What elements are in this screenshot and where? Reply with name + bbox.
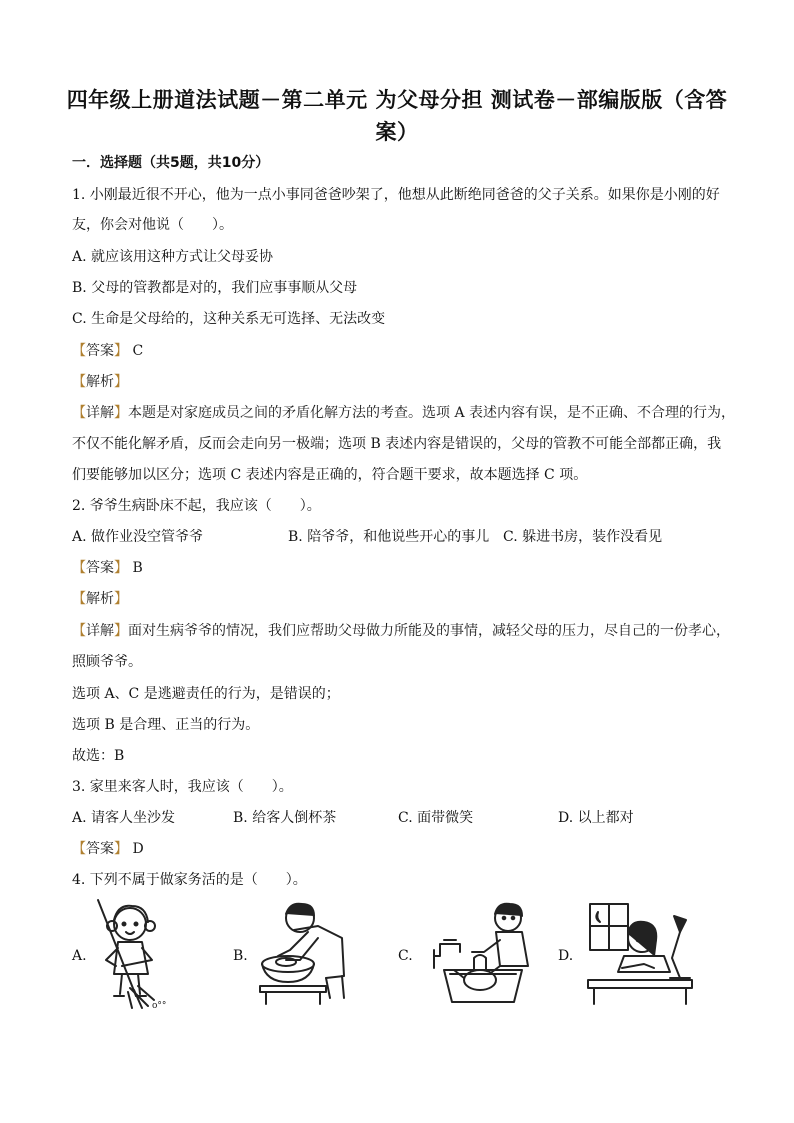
document-title-line2: 案）: [375, 120, 419, 144]
q2-stem: 2. 爷爷生病卧床不起，我应该（ ）。: [72, 498, 321, 514]
q2-note1: 选项 A、C 是逃避责任的行为，是错误的；: [72, 686, 340, 702]
q3-option-a: A. 请客人坐沙发: [72, 810, 176, 826]
q1-detail-line3: 们要能够加以区分；选项 C 表述内容是正确的，符合题干要求，故本题选择 C 项。: [72, 467, 588, 483]
q3-option-b: B. 给客人倒杯茶: [233, 810, 337, 826]
q1-detail-line1: 【详解】本题是对家庭成员之间的矛盾化解方法的考查。选项 A 表述内容有误，是不正确、不合理的行为，: [72, 405, 736, 421]
q1-answer: 【答案】 C: [72, 343, 144, 359]
q1-detail-line2: 不仅不能化解矛盾，反而会走向另一极端；选项 B 表述内容是错误的，父母的管教不可能全部都正确，我: [72, 436, 722, 452]
q1-option-c: C. 生命是父母给的，这种关系无可选择、无法改变: [72, 311, 386, 327]
girl-sweeping-illustration: [92, 896, 172, 1012]
boy-sink-kettle-illustration: [430, 896, 534, 1006]
q1-option-b: B. 父母的管教都是对的，我们应事事顺从父母: [72, 280, 358, 296]
q2-option-b: B. 陪爷爷，和他说些开心的事儿: [288, 529, 490, 545]
q4-label-c: C.: [398, 948, 413, 964]
q1-analysis-tag: 【解析】: [72, 374, 128, 390]
q1-option-a: A. 就应该用这种方式让父母妥协: [72, 249, 274, 265]
q2-detail-line1: 【详解】面对生病爷爷的情况，我们应帮助父母做力所能及的事情，减轻父母的压力，尽自己的一份孝心，: [72, 623, 730, 639]
q1-stem-line1: 1. 小刚最近很不开心，他为一点小事同爸爸吵架了，他想从此断绝同爸爸的父子关系。如果你是小刚的好: [72, 187, 720, 203]
girl-homework-desk-illustration: [584, 898, 696, 1008]
q2-option-c: C. 躲进书房，装作没看见: [503, 529, 663, 545]
q1-stem-line2: 友，你会对他说（ ）。: [72, 217, 233, 233]
q2-option-a: A. 做作业没空管爷爷: [72, 529, 204, 545]
section-heading: 一．选择题（共5题，共10分）: [72, 155, 270, 171]
q3-option-d: D. 以上都对: [558, 810, 634, 826]
q4-label-d: D.: [558, 948, 574, 964]
q2-detail-line2: 照顾爷爷。: [72, 654, 142, 670]
boy-washing-basin-illustration: [256, 898, 350, 1006]
svg-text:o°°: o°°: [152, 1001, 167, 1011]
q2-choice: 故选：B: [72, 748, 125, 764]
q4-label-b: B.: [233, 948, 248, 964]
q3-option-c: C. 面带微笑: [398, 810, 474, 826]
document-title-line1: 四年级上册道法试题－第二单元 为父母分担 测试卷－部编版版（含答: [66, 88, 728, 112]
q3-stem: 3. 家里来客人时，我应该（ ）。: [72, 779, 293, 795]
q4-label-a: A.: [72, 948, 87, 964]
q3-answer: 【答案】 D: [72, 841, 144, 857]
q2-analysis-tag: 【解析】: [72, 591, 128, 607]
q2-answer: 【答案】 B: [72, 560, 143, 576]
q4-stem: 4. 下列不属于做家务活的是（ ）。: [72, 872, 307, 888]
q2-note2: 选项 B 是合理、正当的行为。: [72, 717, 260, 733]
